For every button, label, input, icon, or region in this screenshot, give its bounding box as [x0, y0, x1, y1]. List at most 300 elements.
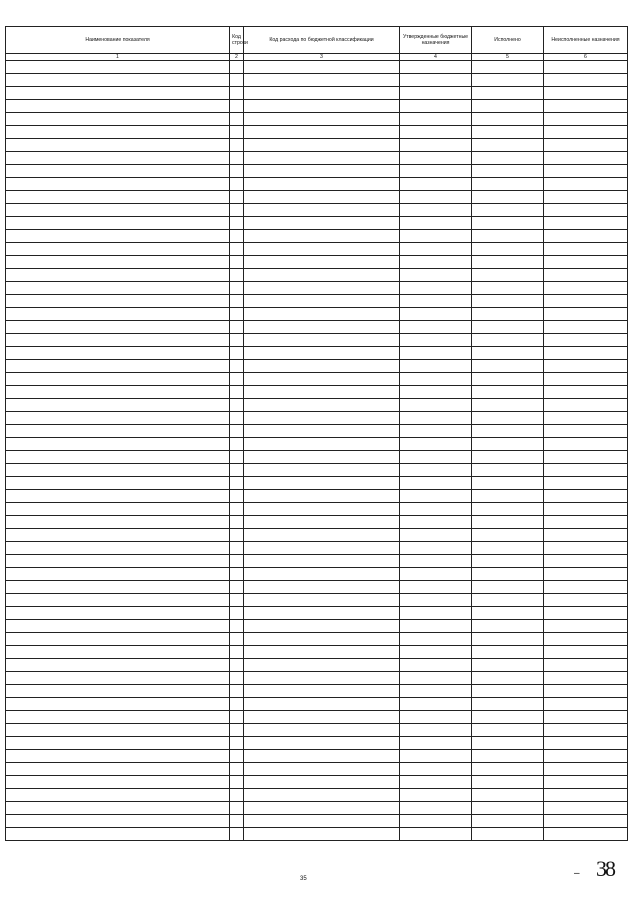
table-cell — [244, 87, 400, 100]
table-cell — [230, 113, 244, 126]
table-row — [6, 516, 628, 529]
table-cell — [472, 698, 544, 711]
table-row — [6, 659, 628, 672]
table-cell — [544, 451, 628, 464]
table-cell — [472, 542, 544, 555]
table-cell — [400, 542, 472, 555]
table-cell — [244, 464, 400, 477]
table-cell — [472, 581, 544, 594]
table-row — [6, 204, 628, 217]
table-cell — [6, 100, 230, 113]
table-cell — [230, 477, 244, 490]
table-cell — [6, 152, 230, 165]
table-cell — [6, 74, 230, 87]
table-row — [6, 711, 628, 724]
table-cell — [544, 594, 628, 607]
table-cell — [544, 269, 628, 282]
table-cell — [230, 412, 244, 425]
table-row — [6, 633, 628, 646]
table-cell — [472, 555, 544, 568]
table-cell — [230, 256, 244, 269]
table-cell — [544, 542, 628, 555]
table-cell — [244, 685, 400, 698]
table-cell — [6, 620, 230, 633]
table-cell — [544, 711, 628, 724]
table-cell — [244, 737, 400, 750]
table-cell — [230, 594, 244, 607]
table-cell — [400, 672, 472, 685]
table-cell — [472, 815, 544, 828]
table-cell — [244, 412, 400, 425]
table-cell — [544, 633, 628, 646]
table-cell — [244, 347, 400, 360]
table-cell — [244, 503, 400, 516]
table-cell — [6, 386, 230, 399]
table-cell — [400, 828, 472, 841]
table-cell — [244, 243, 400, 256]
table-cell — [400, 555, 472, 568]
table-cell — [6, 256, 230, 269]
table-cell — [244, 659, 400, 672]
header-budget-code: Код расхода по бюджетной классификации — [244, 27, 400, 54]
table-cell — [544, 256, 628, 269]
table-cell — [244, 633, 400, 646]
table-cell — [472, 61, 544, 74]
table-cell — [230, 646, 244, 659]
column-number: 3 — [244, 54, 400, 61]
table-row — [6, 568, 628, 581]
table-cell — [544, 347, 628, 360]
table-cell — [230, 282, 244, 295]
margin-dash: – — [574, 868, 580, 879]
table-cell — [244, 724, 400, 737]
table-cell — [400, 594, 472, 607]
table-row — [6, 685, 628, 698]
table-row — [6, 607, 628, 620]
table-row — [6, 490, 628, 503]
table-cell — [544, 438, 628, 451]
table-cell — [544, 581, 628, 594]
table-cell — [400, 789, 472, 802]
table-cell — [244, 568, 400, 581]
table-cell — [6, 789, 230, 802]
table-cell — [6, 113, 230, 126]
table-cell — [230, 620, 244, 633]
table-cell — [400, 321, 472, 334]
table-row — [6, 74, 628, 87]
table-cell — [6, 724, 230, 737]
table-cell — [230, 243, 244, 256]
table-cell — [230, 425, 244, 438]
header-indicator-name: Наименование показателя — [6, 27, 230, 54]
table-row — [6, 776, 628, 789]
table-cell — [230, 542, 244, 555]
report-sheet — [5, 26, 627, 854]
table-cell — [472, 113, 544, 126]
table-row — [6, 802, 628, 815]
table-cell — [6, 334, 230, 347]
table-cell — [6, 503, 230, 516]
table-cell — [6, 815, 230, 828]
table-cell — [544, 126, 628, 139]
table-cell — [6, 321, 230, 334]
table-cell — [544, 737, 628, 750]
table-row — [6, 139, 628, 152]
table-cell — [544, 776, 628, 789]
table-cell — [544, 490, 628, 503]
table-row — [6, 789, 628, 802]
table-cell — [400, 100, 472, 113]
table-cell — [544, 503, 628, 516]
table-cell — [544, 828, 628, 841]
column-number: 2 — [230, 54, 244, 61]
table-row — [6, 165, 628, 178]
table-cell — [472, 243, 544, 256]
table-cell — [230, 308, 244, 321]
table-cell — [244, 256, 400, 269]
table-cell — [244, 100, 400, 113]
table-cell — [472, 230, 544, 243]
table-cell — [472, 776, 544, 789]
table-cell — [244, 425, 400, 438]
table-cell — [400, 698, 472, 711]
table-cell — [544, 659, 628, 672]
table-cell — [544, 165, 628, 178]
table-cell — [230, 607, 244, 620]
table-cell — [472, 477, 544, 490]
table-row — [6, 360, 628, 373]
table-row — [6, 113, 628, 126]
table-cell — [244, 516, 400, 529]
table-cell — [400, 490, 472, 503]
table-cell — [244, 776, 400, 789]
table-cell — [6, 230, 230, 243]
table-cell — [472, 87, 544, 100]
table-cell — [472, 802, 544, 815]
table-cell — [400, 776, 472, 789]
table-cell — [6, 802, 230, 815]
table-cell — [230, 165, 244, 178]
margin-page-number: 38 — [596, 856, 614, 881]
table-cell — [230, 529, 244, 542]
table-cell — [6, 711, 230, 724]
table-row — [6, 126, 628, 139]
table-cell — [472, 659, 544, 672]
table-cell — [472, 321, 544, 334]
table-cell — [230, 659, 244, 672]
table-cell — [544, 555, 628, 568]
table-cell — [472, 529, 544, 542]
table-cell — [6, 399, 230, 412]
column-number: 6 — [544, 54, 628, 61]
table-row — [6, 191, 628, 204]
table-cell — [6, 269, 230, 282]
table-cell — [544, 815, 628, 828]
table-cell — [544, 373, 628, 386]
table-cell — [472, 373, 544, 386]
header-executed: Исполнено — [472, 27, 544, 54]
table-cell — [230, 737, 244, 750]
table-cell — [400, 737, 472, 750]
table-cell — [6, 685, 230, 698]
table-cell — [6, 828, 230, 841]
table-cell — [544, 334, 628, 347]
table-cell — [400, 451, 472, 464]
table-cell — [244, 802, 400, 815]
table-cell — [6, 139, 230, 152]
table-cell — [244, 191, 400, 204]
table-cell — [544, 295, 628, 308]
table-cell — [230, 633, 244, 646]
table-cell — [472, 750, 544, 763]
table-cell — [230, 139, 244, 152]
table-cell — [400, 815, 472, 828]
table-cell — [544, 607, 628, 620]
table-cell — [230, 295, 244, 308]
table-cell — [6, 425, 230, 438]
table-cell — [230, 451, 244, 464]
table-cell — [230, 230, 244, 243]
table-cell — [244, 321, 400, 334]
table-cell — [472, 685, 544, 698]
table-cell — [400, 126, 472, 139]
table-cell — [244, 373, 400, 386]
table-cell — [472, 464, 544, 477]
table-cell — [230, 126, 244, 139]
table-cell — [544, 191, 628, 204]
table-cell — [544, 321, 628, 334]
table-cell — [230, 776, 244, 789]
table-cell — [400, 139, 472, 152]
table-row — [6, 412, 628, 425]
table-cell — [6, 178, 230, 191]
table-row — [6, 672, 628, 685]
table-row — [6, 542, 628, 555]
column-number-row — [6, 54, 628, 61]
table-cell — [6, 87, 230, 100]
table-cell — [544, 464, 628, 477]
table-cell — [544, 74, 628, 87]
table-cell — [472, 438, 544, 451]
table-cell — [244, 620, 400, 633]
table-cell — [472, 74, 544, 87]
table-row — [6, 620, 628, 633]
table-row — [6, 581, 628, 594]
table-cell — [244, 165, 400, 178]
table-header-row — [6, 27, 628, 54]
table-cell — [230, 503, 244, 516]
table-row — [6, 698, 628, 711]
table-cell — [244, 217, 400, 230]
column-number: 1 — [6, 54, 230, 61]
table-cell — [544, 568, 628, 581]
table-cell — [544, 282, 628, 295]
header-line-code: Код строки — [230, 27, 244, 54]
table-cell — [6, 750, 230, 763]
table-cell — [6, 217, 230, 230]
table-cell — [544, 529, 628, 542]
table-cell — [230, 191, 244, 204]
table-row — [6, 269, 628, 282]
table-row — [6, 594, 628, 607]
table-cell — [400, 87, 472, 100]
table-row — [6, 87, 628, 100]
table-cell — [544, 412, 628, 425]
table-cell — [472, 763, 544, 776]
table-cell — [400, 724, 472, 737]
table-cell — [400, 802, 472, 815]
table-cell — [6, 204, 230, 217]
table-cell — [400, 477, 472, 490]
table-cell — [230, 490, 244, 503]
table-row — [6, 100, 628, 113]
page-number: 35 — [300, 876, 307, 882]
table-cell — [472, 516, 544, 529]
table-cell — [400, 178, 472, 191]
table-cell — [230, 815, 244, 828]
table-cell — [544, 61, 628, 74]
table-cell — [400, 464, 472, 477]
table-cell — [6, 542, 230, 555]
table-cell — [472, 347, 544, 360]
table-cell — [400, 295, 472, 308]
table-cell — [230, 204, 244, 217]
table-cell — [244, 763, 400, 776]
table-cell — [400, 503, 472, 516]
table-cell — [230, 802, 244, 815]
table-cell — [230, 438, 244, 451]
table-cell — [230, 321, 244, 334]
table-cell — [6, 165, 230, 178]
table-cell — [472, 633, 544, 646]
table-cell — [230, 581, 244, 594]
table-cell — [230, 74, 244, 87]
table-cell — [544, 87, 628, 100]
table-cell — [230, 347, 244, 360]
budget-execution-table — [5, 26, 628, 841]
table-row — [6, 308, 628, 321]
table-cell — [400, 750, 472, 763]
table-cell — [230, 672, 244, 685]
table-cell — [230, 750, 244, 763]
table-cell — [244, 672, 400, 685]
table-cell — [544, 646, 628, 659]
column-number: 5 — [472, 54, 544, 61]
table-cell — [400, 620, 472, 633]
table-cell — [244, 178, 400, 191]
table-cell — [230, 217, 244, 230]
table-cell — [472, 620, 544, 633]
table-cell — [472, 711, 544, 724]
table-cell — [544, 100, 628, 113]
table-row — [6, 217, 628, 230]
table-cell — [244, 61, 400, 74]
table-cell — [244, 308, 400, 321]
table-cell — [544, 386, 628, 399]
table-row — [6, 750, 628, 763]
table-cell — [400, 113, 472, 126]
table-cell — [472, 412, 544, 425]
table-cell — [6, 451, 230, 464]
table-cell — [6, 568, 230, 581]
table-cell — [6, 295, 230, 308]
table-cell — [472, 724, 544, 737]
table-cell — [400, 191, 472, 204]
table-cell — [544, 399, 628, 412]
table-cell — [230, 87, 244, 100]
table-cell — [244, 581, 400, 594]
table-cell — [472, 568, 544, 581]
table-cell — [6, 555, 230, 568]
table-cell — [244, 828, 400, 841]
table-cell — [472, 165, 544, 178]
table-cell — [400, 659, 472, 672]
table-cell — [472, 256, 544, 269]
table-cell — [6, 464, 230, 477]
table-cell — [230, 334, 244, 347]
table-cell — [544, 152, 628, 165]
table-cell — [6, 243, 230, 256]
table-cell — [400, 607, 472, 620]
table-cell — [472, 269, 544, 282]
table-cell — [400, 529, 472, 542]
table-cell — [230, 464, 244, 477]
table-cell — [244, 529, 400, 542]
table-cell — [6, 607, 230, 620]
table-cell — [6, 763, 230, 776]
table-cell — [244, 399, 400, 412]
table-cell — [230, 386, 244, 399]
table-cell — [544, 685, 628, 698]
table-cell — [230, 399, 244, 412]
table-row — [6, 321, 628, 334]
table-cell — [472, 334, 544, 347]
table-cell — [472, 646, 544, 659]
table-body — [6, 61, 628, 841]
table-cell — [544, 750, 628, 763]
table-cell — [244, 490, 400, 503]
table-cell — [544, 243, 628, 256]
table-cell — [400, 516, 472, 529]
table-cell — [244, 594, 400, 607]
table-cell — [230, 789, 244, 802]
table-cell — [6, 737, 230, 750]
table-cell — [230, 152, 244, 165]
table-cell — [6, 659, 230, 672]
table-cell — [472, 191, 544, 204]
table-cell — [400, 217, 472, 230]
table-cell — [472, 594, 544, 607]
table-row — [6, 230, 628, 243]
table-cell — [6, 633, 230, 646]
table-cell — [244, 334, 400, 347]
table-cell — [6, 776, 230, 789]
table-cell — [544, 477, 628, 490]
table-cell — [230, 373, 244, 386]
table-cell — [400, 399, 472, 412]
table-cell — [400, 646, 472, 659]
table-cell — [400, 347, 472, 360]
table-cell — [400, 282, 472, 295]
table-cell — [400, 412, 472, 425]
header-unexecuted: Неисполненные назначения — [544, 27, 628, 54]
table-cell — [230, 100, 244, 113]
table-cell — [400, 581, 472, 594]
table-cell — [244, 451, 400, 464]
table-row — [6, 464, 628, 477]
table-cell — [472, 789, 544, 802]
table-cell — [244, 139, 400, 152]
